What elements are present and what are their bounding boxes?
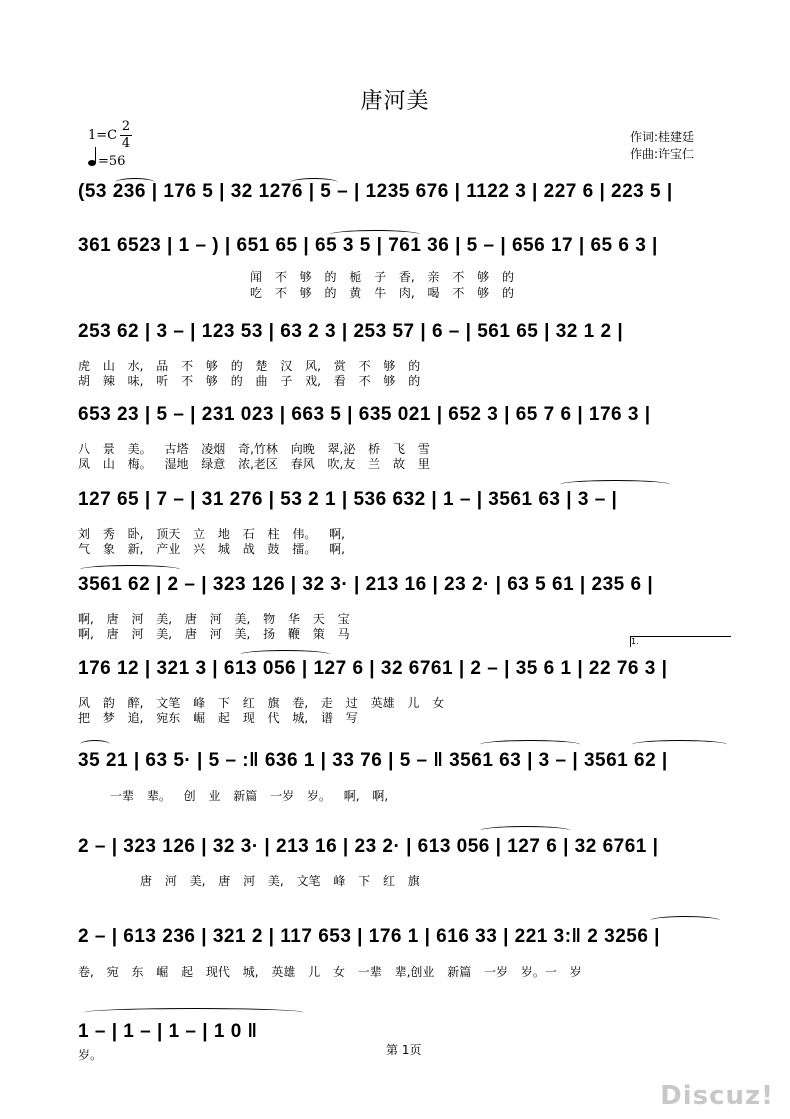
lyric-line: 岁。 xyxy=(78,1048,103,1062)
lyric-line: 刘 秀 卧, 顶天 立 地 石 柱 伟。 啊, xyxy=(78,527,345,541)
lyric-line: 气 象 新, 产业 兴 城 战 鼓 擂。 啊, xyxy=(78,542,345,556)
score-system-1 xyxy=(78,177,730,207)
quarter-note-icon xyxy=(88,160,96,166)
watermark-logo: Discuz! xyxy=(660,1081,774,1111)
slur xyxy=(330,230,420,239)
lyric-line: 卷, 宛 东 崛 起 现代 城, 英雄 儿 女 一辈 辈,创业 新篇 一岁 岁。一 岁 xyxy=(78,965,582,979)
notes-line: 176 12 | 321 3 | 613 056 | 127 6 | 32 6761 | 2 – | 35 6 1 | 22 76 3 | xyxy=(78,658,668,679)
lyric-line: 啊, 唐 河 美, 唐 河 美, 物 华 天 宝 xyxy=(78,612,350,626)
volta-bracket xyxy=(630,636,731,647)
notes-line: 2 – | 613 236 | 321 2 | 117 653 | 176 1 | 616 33 | 221 3:‖ 2 3256 | xyxy=(78,926,660,947)
key-signature: 1=C xyxy=(88,128,118,143)
tempo-mark xyxy=(88,154,125,169)
slur xyxy=(240,650,330,659)
volta-number: 1. xyxy=(631,637,639,646)
lyric-line: 一辈 辈。 创 业 新篇 一岁 岁。 啊, 啊, xyxy=(110,789,389,803)
slur xyxy=(480,826,570,835)
slur xyxy=(560,480,670,489)
lyricist-credit: 作词:桂建廷 xyxy=(630,130,695,144)
lyric-line: 把 梦 追, 宛东 崛 起 现 代 城, 谱 写 xyxy=(78,711,358,725)
score-system-6 xyxy=(78,570,730,600)
notes-line: 253 62 | 3 – | 123 53 | 63 2 3 | 253 57 | 6 – | 561 65 | 32 1 2 | xyxy=(78,321,624,342)
notes-line: 361 6523 | 1 – ) | 651 65 | 65 3 5 | 761 36 | 5 – | 656 17 | 65 6 3 | xyxy=(78,235,658,256)
slur xyxy=(650,916,720,925)
tie xyxy=(84,1008,304,1017)
score-system-10 xyxy=(78,922,730,952)
slur xyxy=(80,740,110,749)
lyric-line: 唐 河 美, 唐 河 美, 文笔 峰 下 红 旗 xyxy=(140,874,420,888)
slur xyxy=(480,740,580,749)
notes-line: 1 – | 1 – | 1 – | 1 0 ‖ xyxy=(78,1021,258,1042)
notes-line: (53 236 | 176 5 | 32 1276 | 5 – | 1235 676 | 1122 3 | 227 6 | 223 5 | xyxy=(78,181,673,202)
lyric-line: 八 景 美。 古塔 凌烟 奇,竹林 向晚 翠,泌 桥 飞 雪 xyxy=(78,442,430,456)
meter-top: 2 xyxy=(121,119,131,134)
tempo-value: =56 xyxy=(98,154,126,169)
slur xyxy=(290,178,338,187)
notes-line: 35 21 | 63 5· | 5 – :‖ 636 1 | 33 76 | 5 – ‖ 3561 63 | 3 – | 3561 62 | xyxy=(78,750,668,771)
lyric-line: 虎 山 水, 品 不 够 的 楚 汉 风, 赏 不 够 的 xyxy=(78,359,421,373)
score-system-9 xyxy=(78,832,730,862)
score-system-4 xyxy=(78,400,730,430)
notes-line: 127 65 | 7 – | 31 276 | 53 2 1 | 536 632 | 1 – | 3561 63 | 3 – | xyxy=(78,489,618,510)
lyric-line: 风 韵 醉, 文笔 峰 下 红 旗 卷, 走 过 英雄 儿 女 xyxy=(78,696,445,710)
slur xyxy=(115,178,155,187)
lyric-line: 胡 辣 味, 听 不 够 的 曲 子 戏, 看 不 够 的 xyxy=(78,374,421,388)
score-system-8 xyxy=(78,746,730,776)
slur xyxy=(632,740,727,749)
score-system-7 xyxy=(78,654,730,684)
score-system-3 xyxy=(78,317,730,347)
lyric-line: 吃 不 够 的 黄 牛 肉, 喝 不 够 的 xyxy=(250,286,514,300)
score-system-5 xyxy=(78,485,730,515)
composer-credit: 作曲:许宝仁 xyxy=(630,147,695,161)
slur xyxy=(80,565,180,574)
notes-line: 653 23 | 5 – | 231 023 | 663 5 | 635 021 | 652 3 | 65 7 6 | 176 3 | xyxy=(78,404,651,425)
notes-line: 3561 62 | 2 – | 323 126 | 32 3· | 213 16 | 23 2· | 63 5 61 | 235 6 | xyxy=(78,574,654,595)
meter-bottom: 4 xyxy=(121,136,131,151)
lyric-line: 闻 不 够 的 栀 子 香, 亲 不 够 的 xyxy=(250,270,514,284)
time-signature xyxy=(120,120,132,151)
lyric-line: 啊, 唐 河 美, 唐 河 美, 扬 鞭 策 马 xyxy=(78,627,350,641)
notes-line: 2 – | 323 126 | 32 3· | 213 16 | 23 2· | 613 056 | 127 6 | 32 6761 | xyxy=(78,836,659,857)
lyric-line: 凤 山 梅。 湿地 绿意 浓,老区 春风 吹,友 兰 故 里 xyxy=(78,457,430,471)
song-title: 唐河美 xyxy=(360,89,430,114)
page-number: 第 1页 xyxy=(386,1043,422,1057)
